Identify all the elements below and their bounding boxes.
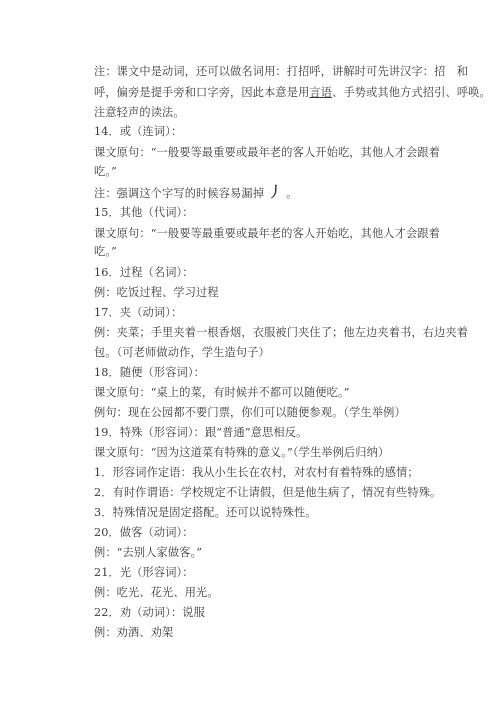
vocab-heading: 19．特殊（形容词）：跟“普通”意思相反。 — [94, 426, 308, 439]
example-line: 例：夹菜；手里夹着一根香烟，衣服被门夹住了；他左边夹着书，右边夹着 — [94, 326, 469, 339]
underlined-term: 言语 — [309, 86, 333, 99]
example-line: 课文原句：“桌上的菜，有时候并不都可以随便吃。” — [94, 386, 350, 399]
note-line: 注：课文中是动词，还可以做名词用：打招呼，讲解时可先讲汉字：招 和 — [94, 65, 469, 78]
example-line: 吃。” — [94, 245, 117, 258]
example-line: 例：吃光、花光、用光。 — [94, 586, 219, 599]
note-text: 。 — [286, 187, 298, 200]
list-item: 1．形容词作定语：我从小生长在农村，对农村有着特殊的感情； — [94, 466, 419, 479]
vocab-heading: 21．光（形容词）： — [94, 566, 194, 579]
example-line: 课文原句：“一般要等最重要或最年老的客人开始吃，其他人才会跟着 — [94, 227, 440, 240]
vocab-heading: 16．过程（名词）： — [94, 266, 194, 279]
example-line: 课文原句：“因为这道菜有特殊的意义。”（学生举例后归纳） — [94, 446, 390, 459]
vocab-heading: 14．或（连词）： — [94, 125, 183, 138]
example-line: 包。（可老师做动作，学生造句子） — [94, 346, 270, 359]
note-line — [94, 86, 491, 100]
list-item: 2．有时作谓语：学校规定不让请假，但是他生病了，情况有些特殊。 — [94, 486, 442, 499]
example-line: 例句：现在公园都不要门票，你们可以随便参观。（学生举例） — [94, 406, 406, 419]
example-line: 例：吃饭过程、学习过程 — [94, 286, 219, 299]
vocab-heading: 20．做客（动词）： — [94, 526, 194, 539]
vocab-heading: 22．劝（动词）：说服 — [94, 606, 205, 619]
example-line: 例：“去别人家做客。” — [94, 546, 203, 559]
note-text: 注：强调这个字写的时候容易漏掉 — [94, 187, 265, 200]
example-line: 例：劝酒、劝架 — [94, 626, 174, 639]
stroke-glyph: 丿 — [268, 185, 283, 201]
note-text: 、手势或其他方式招引、呼唤。 — [332, 86, 491, 99]
note-line — [94, 186, 298, 201]
list-item: 3．特殊情况是固定搭配。还可以说特殊性。 — [94, 506, 317, 519]
example-line: 吃。” — [94, 165, 117, 178]
note-line: 注意轻声的读法。 — [94, 106, 185, 119]
example-line: 课文原句：“一般要等最重要或最年老的客人开始吃，其他人才会跟着 — [94, 146, 440, 159]
vocab-heading: 18．随便（形容词）： — [94, 366, 205, 379]
vocab-heading: 15．其他（代词）： — [94, 206, 194, 219]
vocab-heading: 17．夹（动词）： — [94, 306, 183, 319]
note-text: 呼，偏旁是提手旁和口字旁，因此本意是用 — [94, 86, 310, 99]
